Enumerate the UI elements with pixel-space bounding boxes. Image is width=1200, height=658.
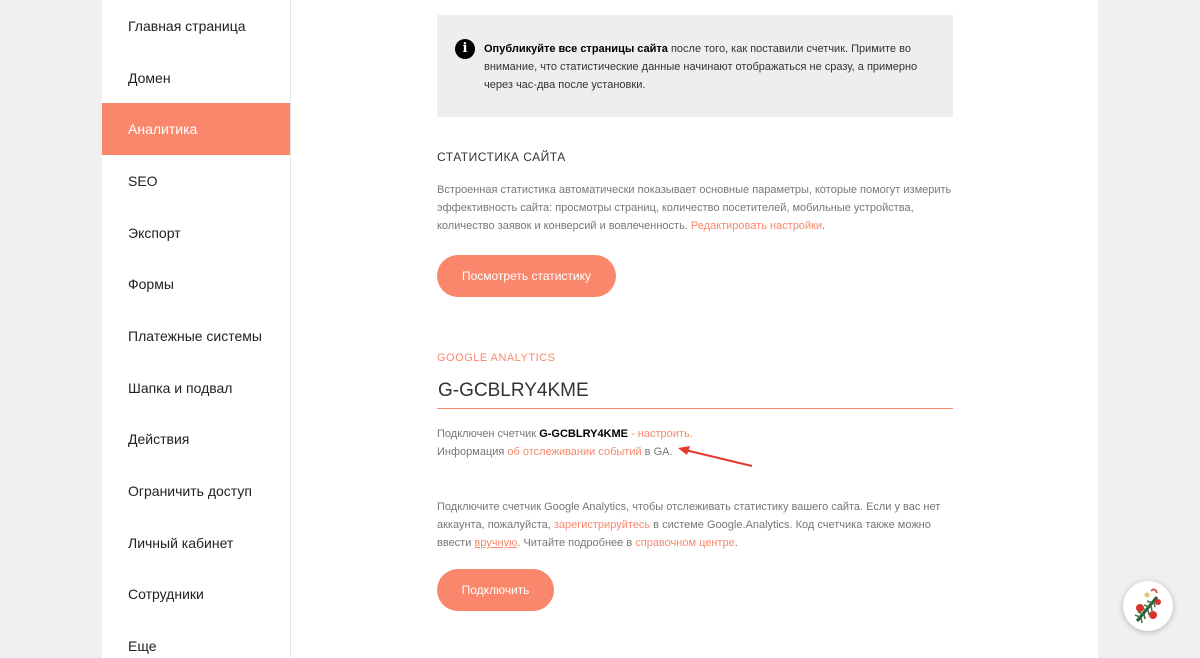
- ga-desc-2: в системе Google.Analytics. Код счетчика также можно ввести: [437, 519, 931, 549]
- sidebar-item-actions[interactable]: Действия: [128, 431, 190, 448]
- help-center-link[interactable]: справочном центре: [635, 537, 735, 549]
- event-tracking-link[interactable]: об отслеживании событий: [507, 446, 642, 458]
- ga-desc-1: Подключите счетчик Google Analytics, чтобы отслеживать статистику вашего сайта. Если у вас нет аккаунта, пожалуйста,: [437, 501, 941, 531]
- manual-link[interactable]: вручную: [474, 537, 518, 549]
- register-link[interactable]: зарегистрируйтесь: [553, 519, 651, 531]
- publish-notice: [437, 15, 953, 117]
- annotation-arrow-icon: [676, 444, 756, 470]
- info-suffix: в GA.: [641, 446, 673, 458]
- site-stats-title: СТАТИСТИКА САЙТА: [437, 150, 566, 164]
- sidebar-item-header-footer[interactable]: Шапка и подвал: [128, 379, 233, 396]
- sidebar-item-domain[interactable]: Домен: [128, 69, 171, 86]
- christmas-ornament-icon[interactable]: [1123, 581, 1173, 631]
- sidebar-item-payment-systems[interactable]: Платежные системы: [128, 327, 262, 344]
- ga-desc-4: .: [734, 537, 738, 549]
- notice-text: после того, как поставили счетчик. Примите во внимание, что статистические данные начинают отображаться не сразу, а примерно через час-два после установки.: [484, 43, 918, 91]
- info-prefix: Информация: [437, 446, 508, 458]
- notice-bold-text: Опубликуйте все страницы сайта: [484, 43, 668, 55]
- sidebar-item-more[interactable]: Еще: [128, 638, 157, 655]
- ga-description: [437, 498, 953, 552]
- info-icon: i: [455, 39, 475, 59]
- sidebar-item-export[interactable]: Экспорт: [128, 224, 181, 241]
- configure-link[interactable]: - настроить.: [628, 428, 693, 440]
- connected-prefix: Подключен счетчик: [437, 428, 540, 440]
- sidebar-item-seo[interactable]: SEO: [128, 172, 158, 189]
- connect-button[interactable]: Подключить: [437, 569, 554, 611]
- sidebar: [102, 0, 291, 658]
- site-stats-description: [437, 181, 953, 235]
- sidebar-item-analytics[interactable]: Аналитика: [102, 103, 290, 155]
- sidebar-item-restrict-access[interactable]: Ограничить доступ: [128, 483, 252, 500]
- site-stats-desc-end: .: [822, 220, 826, 232]
- connected-counter-id: G-GCBLRY4KME: [539, 428, 629, 440]
- ga-desc-3: . Читайте подробнее в: [517, 537, 636, 549]
- page: [102, 0, 1098, 658]
- sidebar-item-personal-account[interactable]: Личный кабинет: [128, 534, 234, 551]
- sidebar-item-home[interactable]: Главная страница: [128, 17, 246, 34]
- ga-id-input[interactable]: [437, 373, 953, 409]
- site-stats-desc-text: Встроенная статистика автоматически показывает основные параметры, которые помогут измерить эффективность сайта: просмотры страниц, количество посетителей, мобильные устройства, количество заявок и конверсий и вовлеченность.: [437, 184, 952, 232]
- view-stats-button[interactable]: Посмотреть статистику: [437, 255, 616, 297]
- edit-settings-link[interactable]: Редактировать настройки: [690, 220, 823, 232]
- sidebar-item-employees[interactable]: Сотрудники: [128, 586, 204, 603]
- sidebar-item-forms[interactable]: Формы: [128, 276, 174, 293]
- ga-label: GOOGLE ANALYTICS: [437, 352, 556, 364]
- analytics-content: [437, 0, 953, 611]
